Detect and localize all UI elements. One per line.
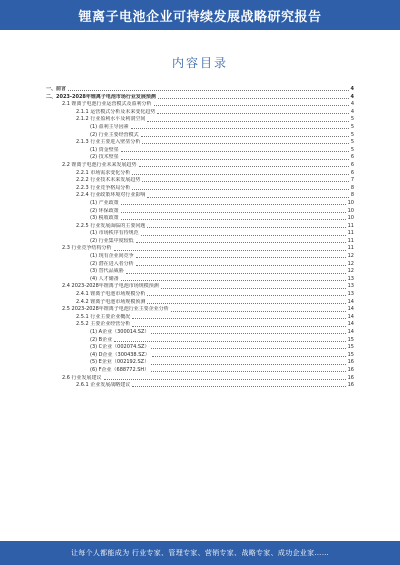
toc-dot-leader <box>131 128 349 129</box>
toc-dot-leader <box>136 242 346 243</box>
toc-entry-title: (4) 人才储备 <box>90 275 119 282</box>
toc-entry-page: 15 <box>347 344 354 351</box>
toc-dot-leader <box>121 280 346 281</box>
toc-dot-leader <box>151 348 345 349</box>
toc-dot-leader <box>132 318 345 319</box>
toc-entry-title: 2.5 2023-2028年锂离子电池行业主要企业分析 <box>62 306 169 313</box>
toc-entry-title: 2.2.3 行业竞争格局分析 <box>76 184 131 191</box>
toc-entry[interactable] <box>46 314 354 322</box>
toc-dot-leader <box>126 273 346 274</box>
toc-entry-title: 2.1.2 行业盈利水平及利润空间 <box>76 116 146 123</box>
toc-entry[interactable] <box>46 154 354 162</box>
toc-entry-title: (3) 税收政策 <box>90 215 119 222</box>
toc-entry-page: 5 <box>350 131 354 138</box>
toc-entry-page: 13 <box>347 291 354 298</box>
toc-dot-leader <box>154 105 349 106</box>
toc-dot-leader <box>132 189 349 190</box>
toc-entry-page: 14 <box>347 321 354 328</box>
toc-dot-leader <box>147 197 348 198</box>
toc-entry-page: 6 <box>350 161 354 168</box>
toc-entry[interactable] <box>46 253 354 261</box>
toc-entry-title: (2) 环保政策 <box>90 207 119 214</box>
toc-entry-title: (2) 行业主要经营模式 <box>90 131 139 138</box>
toc-entry-title: (1) 产业政策 <box>90 199 119 206</box>
toc-heading: 内容目录 <box>171 56 228 70</box>
toc-entry-page: 12 <box>347 268 354 275</box>
toc-dot-leader <box>68 90 349 91</box>
footer-slogan: 让每个人都能成为 行业专家、管理专家、营销专家、战略专家、成功企业家…… <box>70 549 330 557</box>
toc-entry-page: 15 <box>347 336 354 343</box>
toc-entry[interactable] <box>46 223 354 231</box>
toc-entry-page: 5 <box>350 116 354 123</box>
toc-entry-title: 2.2.5 行业发展面临的主要问题 <box>76 222 146 229</box>
toc-dot-leader <box>157 113 348 114</box>
toc-entry[interactable] <box>46 162 354 170</box>
toc-entry[interactable] <box>46 359 354 367</box>
toc-entry-title: (2) 行业集中度较低 <box>90 237 134 244</box>
toc-entry[interactable] <box>46 132 354 140</box>
toc-entry-page: 4 <box>350 93 354 100</box>
toc-entry-page: 8 <box>350 192 354 199</box>
toc-entry-title: 二、2023-2028年锂离子电池市场行业发展预测 <box>46 93 156 100</box>
toc-entry-title: (2) 潜在进入者分析 <box>90 260 134 267</box>
toc-entry-page: 5 <box>350 146 354 153</box>
toc-entry[interactable] <box>46 86 354 94</box>
toc-entry-page: 11 <box>347 230 354 237</box>
toc-entry-title: 2.3 行业竞争结构分析 <box>62 245 112 252</box>
toc-entry[interactable] <box>46 344 354 352</box>
toc-dot-leader <box>132 326 345 327</box>
toc-entry[interactable] <box>46 170 354 178</box>
toc-entry-page: 16 <box>347 374 354 381</box>
toc-entry[interactable] <box>46 268 354 276</box>
toc-entry[interactable] <box>46 192 354 200</box>
toc-entry[interactable] <box>46 382 354 390</box>
toc-entry[interactable] <box>46 124 354 132</box>
toc-entry-page: 14 <box>347 313 354 320</box>
toc-entry-page: 5 <box>350 139 354 146</box>
toc-dot-leader <box>121 204 346 205</box>
toc-entry-title: (1) 盈利主导因素 <box>90 123 129 130</box>
toc-entry[interactable] <box>46 306 354 314</box>
toc-entry[interactable] <box>46 200 354 208</box>
toc-entry-title: (4) D企业（300438.SZ） <box>90 351 150 358</box>
toc-entry[interactable] <box>46 337 354 345</box>
toc-dot-leader <box>136 265 346 266</box>
toc-entry-title: (2) 技术壁垒 <box>90 154 119 161</box>
toc-entry-page: 11 <box>347 245 354 252</box>
toc-dot-leader <box>104 379 346 380</box>
toc-entry[interactable] <box>46 109 354 117</box>
toc-entry[interactable] <box>46 352 354 360</box>
toc-dot-leader <box>142 181 348 182</box>
toc-entry-page: 4 <box>350 101 354 108</box>
toc-entry-title: (2) B企业 <box>90 336 113 343</box>
toc-entry-page: 10 <box>347 207 354 214</box>
toc-dot-leader <box>132 386 345 387</box>
toc-dot-leader <box>141 235 346 236</box>
toc-dot-leader <box>147 227 345 228</box>
toc-entry-page: 15 <box>347 351 354 358</box>
toc-entry[interactable] <box>46 283 354 291</box>
toc-entry[interactable] <box>46 177 354 185</box>
toc-entry-title: (3) 替代品威胁 <box>90 268 124 275</box>
toc-entry-title: 2.1 锂离子电池行业运营模式及盈利分析 <box>62 101 152 108</box>
toc-entry[interactable] <box>46 321 354 329</box>
toc-dot-leader <box>114 250 346 251</box>
toc-dot-leader <box>136 257 346 258</box>
toc-entry-page: 16 <box>347 382 354 389</box>
toc-entry-page: 6 <box>350 169 354 176</box>
toc-dot-leader <box>142 143 348 144</box>
toc-entry[interactable] <box>46 261 354 269</box>
toc-entry[interactable] <box>46 101 354 109</box>
toc-entry-title: 2.2.4 行业政策环境对行业影响 <box>76 192 146 199</box>
toc-entry-title: (1) 资金壁垒 <box>90 146 119 153</box>
toc-entry-title: 2.4.1 锂离子电池市场规模分析 <box>76 291 146 298</box>
toc-entry-title: (6) F企业（688772.SH） <box>90 366 150 373</box>
toc-dot-leader <box>147 295 345 296</box>
toc-entry-title: 2.2 锂离子电池行业未来发展趋势 <box>62 161 137 168</box>
toc-dot-leader <box>147 121 348 122</box>
toc-dot-leader <box>141 136 349 137</box>
toc-entry[interactable] <box>46 276 354 284</box>
report-title: 锂离子电池企业可持续发展战略研究报告 <box>78 9 322 25</box>
toc-entry[interactable] <box>46 299 354 307</box>
toc-entry-page: 12 <box>347 253 354 260</box>
toc-entry-title: 一、前言 <box>46 86 67 92</box>
toc-entry[interactable] <box>46 208 354 216</box>
toc-dot-leader <box>151 333 345 334</box>
toc-entry-page: 10 <box>347 215 354 222</box>
toc-entry-page: 14 <box>347 306 354 313</box>
toc-entry-title: 2.5.2 主要企业经营分析 <box>76 321 131 328</box>
toc-entry[interactable] <box>46 238 354 246</box>
toc-dot-leader <box>158 98 349 99</box>
toc-entry[interactable] <box>46 215 354 223</box>
toc-dot-leader <box>121 219 346 220</box>
toc-entry-page: 11 <box>347 222 354 229</box>
toc-entry-page: 14 <box>347 329 354 335</box>
toc-entry-title: 2.6 行业发展建议 <box>62 374 102 381</box>
toc-entry[interactable] <box>46 116 354 124</box>
toc-dot-leader <box>139 166 349 167</box>
report-footer <box>0 541 400 565</box>
toc-entry-title: 2.4 2023-2028年锂离子电池市场规模预测 <box>62 283 159 290</box>
toc-entry-page: 16 <box>347 359 354 366</box>
toc-dot-leader <box>121 151 349 152</box>
toc-entry-title: (5) E企业（002192.SZ） <box>90 359 150 366</box>
toc-entry[interactable] <box>46 245 354 253</box>
toc-entry-title: (3) C企业（002074.SZ） <box>90 344 150 351</box>
toc-entry-title: 2.1.1 运营模式分析及未来变化趋势 <box>76 108 156 115</box>
toc-entry-page: 11 <box>347 237 354 244</box>
table-of-contents <box>46 86 354 390</box>
toc-entry-page: 13 <box>347 283 354 290</box>
toc-dot-leader <box>152 356 346 357</box>
toc-entry-title: (1) 现有企业间竞争 <box>90 253 134 260</box>
toc-entry-page: 4 <box>350 108 354 115</box>
toc-entry-page: 8 <box>350 184 354 191</box>
toc-entry[interactable] <box>46 367 354 375</box>
toc-dot-leader <box>121 159 349 160</box>
toc-dot-leader <box>171 311 346 312</box>
toc-entry-page: 14 <box>347 298 354 305</box>
toc-entry[interactable] <box>46 147 354 155</box>
toc-entry-title: 2.4.2 锂离子电池市场规模预测 <box>76 298 146 305</box>
toc-entry-page: 4 <box>350 86 354 92</box>
toc-entry-title: (1) A企业（300014.SZ） <box>90 329 150 335</box>
toc-dot-leader <box>147 303 345 304</box>
toc-entry[interactable] <box>46 291 354 299</box>
toc-entry-title: 2.2.2 行业技术未来发展趋势 <box>76 177 141 184</box>
toc-entry-title: 2.6.1 企业发展战略建议 <box>76 382 131 389</box>
toc-dot-leader <box>161 288 346 289</box>
toc-entry[interactable] <box>46 329 354 337</box>
toc-dot-leader <box>114 341 346 342</box>
toc-entry[interactable] <box>46 139 354 147</box>
toc-entry-page: 13 <box>347 275 354 282</box>
toc-dot-leader <box>132 174 349 175</box>
toc-entry-title: 2.1.3 行业主要进入壁垒分析 <box>76 139 141 146</box>
toc-entry-page: 10 <box>347 199 354 206</box>
toc-entry-page: 16 <box>347 366 354 373</box>
toc-dot-leader <box>151 364 346 365</box>
toc-dot-leader <box>151 371 345 372</box>
toc-entry-title: 2.5.1 行业主要企业概况 <box>76 313 131 320</box>
toc-dot-leader <box>121 212 346 213</box>
toc-entry-page: 6 <box>350 154 354 161</box>
toc-entry[interactable] <box>46 375 354 383</box>
toc-entry-page: 7 <box>350 177 354 184</box>
toc-entry-title: 2.2.1 市场需求变化分析 <box>76 169 131 176</box>
toc-entry-page: 12 <box>347 260 354 267</box>
toc-entry[interactable] <box>46 94 354 102</box>
toc-entry[interactable] <box>46 230 354 238</box>
toc-entry-page: 5 <box>350 123 354 130</box>
report-header <box>0 0 400 30</box>
toc-entry[interactable] <box>46 185 354 193</box>
toc-entry-title: (1) 市场秩序有待规范 <box>90 230 139 237</box>
